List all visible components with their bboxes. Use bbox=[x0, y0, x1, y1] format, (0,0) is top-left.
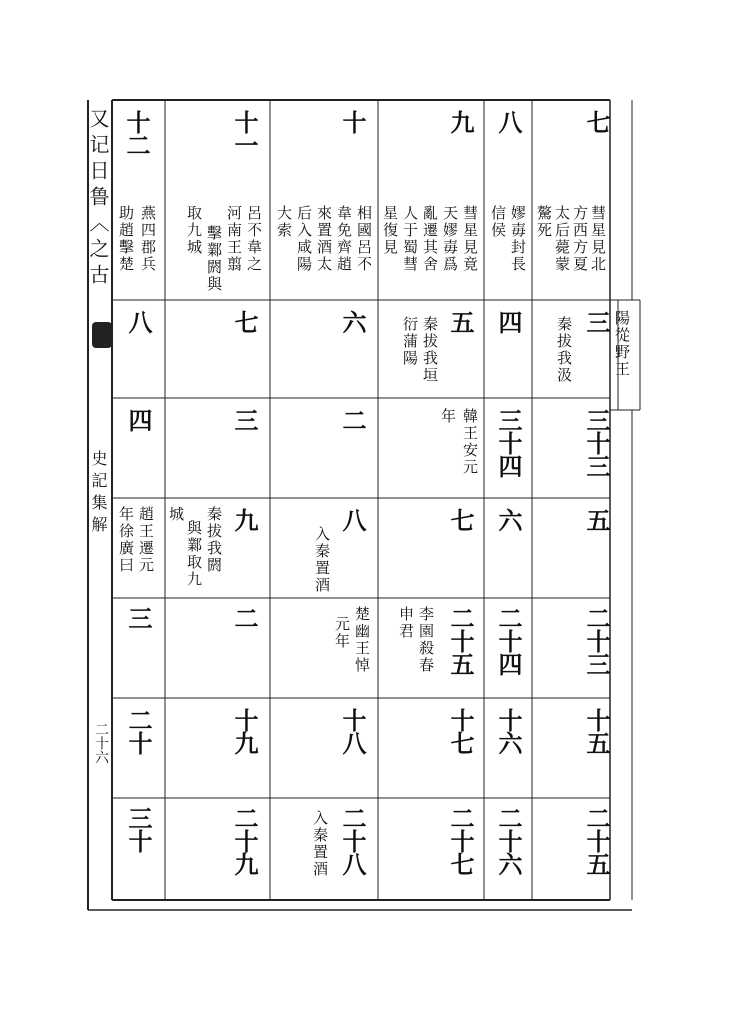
r8-c1: 三十 bbox=[124, 806, 153, 852]
r4-c6: 三十三 bbox=[582, 408, 611, 477]
r5-c2-note-col3: 城 bbox=[167, 506, 185, 523]
r2-c4-col3: 亂遷其舍 bbox=[421, 205, 439, 273]
r2-c1-col1: 燕四郡兵 bbox=[139, 205, 157, 273]
r6-c6: 二十三 bbox=[582, 606, 611, 675]
r5-c3-note: 入秦置酒 bbox=[313, 526, 331, 594]
r5-c2: 九 bbox=[230, 508, 259, 531]
r4-c4-note-col2: 年 bbox=[439, 408, 457, 425]
r5-c2-note-col1: 秦拔我閼 bbox=[205, 506, 223, 574]
r3-c4: 五 bbox=[446, 310, 475, 333]
r2-c2-col2: 河南王翦 bbox=[225, 205, 243, 273]
r8-c2: 二十九 bbox=[230, 806, 259, 875]
r3-c4-note-col2: 衍蒲陽 bbox=[401, 316, 419, 367]
r2-c6-col3: 太后薨蒙 bbox=[553, 205, 571, 273]
r4-c1: 四 bbox=[124, 408, 153, 431]
r2-c6-col2: 方西方夏 bbox=[571, 205, 589, 273]
r7-c2: 十九 bbox=[230, 708, 259, 754]
r2-c2-col1: 呂不韋之 bbox=[245, 205, 263, 273]
r6-c4-note-col1: 李園殺春 bbox=[417, 606, 435, 674]
r6-c4-note-col2: 申君 bbox=[397, 606, 415, 640]
r1-c5: 八 bbox=[494, 110, 523, 133]
r6-c1: 三 bbox=[124, 606, 153, 629]
r7-c1: 二十 bbox=[124, 708, 153, 754]
r5-c5: 六 bbox=[494, 508, 523, 531]
r6-c5: 二十四 bbox=[494, 606, 523, 675]
r4-c4-note-col1: 韓王安元 bbox=[461, 408, 479, 476]
r4-c2: 三 bbox=[230, 408, 259, 431]
r2-c7-note: 陽從野王 bbox=[613, 310, 631, 378]
r2-c4-col2: 天嫪毐爲 bbox=[441, 205, 459, 273]
r2-c3-col3: 來置酒太 bbox=[315, 205, 333, 273]
r2-c2-col4: 取九城 bbox=[185, 205, 203, 256]
r8-c3-note: 入秦置酒 bbox=[311, 810, 329, 878]
running-title: 又记日鲁〈之古 bbox=[86, 108, 110, 290]
r1-c1: 十二 bbox=[122, 110, 151, 156]
r3-c3: 六 bbox=[338, 310, 367, 333]
r6-c3-note-col2: 元年 bbox=[333, 616, 351, 650]
r2-c4-col1: 彗星見竟 bbox=[461, 205, 479, 273]
r7-c6: 十五 bbox=[582, 708, 611, 754]
r7-c5: 十六 bbox=[494, 708, 523, 754]
r2-c3-col1: 相國呂不 bbox=[355, 205, 373, 273]
r1-c3: 十 bbox=[338, 110, 367, 133]
r7-c3: 十八 bbox=[338, 708, 367, 754]
r2-c2-col3: 擊鄴閼與 bbox=[205, 225, 223, 293]
r5-c6: 五 bbox=[582, 508, 611, 531]
r8-c3: 二十八 bbox=[338, 806, 367, 875]
r7-c4: 十七 bbox=[446, 708, 475, 754]
r4-c3: 二 bbox=[338, 408, 367, 431]
r5-c1-note-col2: 年徐廣曰 bbox=[117, 506, 135, 574]
r2-c5-col1: 嫪毐封長 bbox=[509, 205, 527, 273]
r2-c5-col2: 信侯 bbox=[489, 205, 507, 239]
r2-c3-col2: 韋免齊趙 bbox=[335, 205, 353, 273]
r2-c4-col4: 人于蜀彗 bbox=[401, 205, 419, 273]
r5-c2-note-col2: 與鄴取九 bbox=[185, 520, 203, 588]
r8-c6: 二十五 bbox=[582, 806, 611, 875]
r5-c3: 八 bbox=[338, 508, 367, 531]
page-number: 二十六 bbox=[93, 722, 109, 764]
r6-c3-note-col1: 楚幽王悼 bbox=[353, 606, 371, 674]
r2-c6-col1: 彗星見北 bbox=[589, 205, 607, 273]
r2-c1-col2: 助趙擊楚 bbox=[117, 205, 135, 273]
r2-c3-col5: 大索 bbox=[275, 205, 293, 239]
r3-c6: 三 bbox=[582, 310, 611, 333]
r3-c2: 七 bbox=[230, 310, 259, 333]
r3-c1: 八 bbox=[124, 310, 153, 333]
r3-c5: 四 bbox=[494, 310, 523, 333]
r6-c2: 二 bbox=[230, 606, 259, 629]
ink-blot bbox=[92, 322, 112, 348]
r1-c2: 十一 bbox=[230, 110, 259, 156]
r2-c3-col4: 后入咸陽 bbox=[295, 205, 313, 273]
r8-c5: 二十六 bbox=[494, 806, 523, 875]
r1-c4: 九 bbox=[446, 110, 475, 133]
r1-c6: 七 bbox=[582, 110, 611, 133]
r3-c6-note: 秦拔我汲 bbox=[555, 316, 573, 384]
r6-c4: 二十五 bbox=[446, 606, 475, 675]
r5-c1-note-col1: 趙王遷元 bbox=[137, 506, 155, 574]
r4-c5: 三十四 bbox=[494, 408, 523, 477]
r3-c4-note-col1: 秦拔我垣 bbox=[421, 316, 439, 384]
r5-c4: 七 bbox=[446, 508, 475, 531]
r2-c6-col4: 驁死 bbox=[535, 205, 553, 239]
r8-c4: 二十七 bbox=[446, 806, 475, 875]
book-title: 史記集解 bbox=[89, 450, 108, 538]
r2-c4-col5: 星復見 bbox=[381, 205, 399, 256]
